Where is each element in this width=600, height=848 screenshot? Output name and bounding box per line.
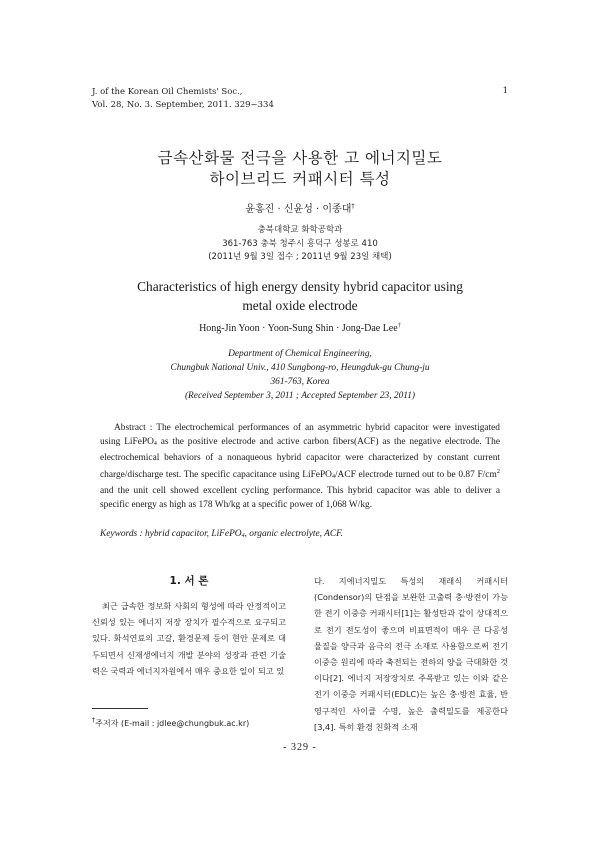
english-affiliation-line-3: 361-763, Korea xyxy=(270,377,330,387)
korean-affiliation xyxy=(0,224,600,265)
keywords xyxy=(100,529,500,539)
abstract-text-2: as the positive electrode and active carbon fibers(ACF) as the negative electrode. The electrochemical behaviors of a nonaqueous hybrid capacitor were characterized by constant current charge/discharge test. The specific capacitance using LiFePO xyxy=(100,437,500,480)
abstract-text-1: The electrochemical performances of an asymmetric hybrid capacitor were investigated using LiFePO xyxy=(100,423,500,447)
english-authors-text: Hong-Jin Yoon · Yoon-Sung Shin · Jong-Dae Lee xyxy=(199,323,398,334)
korean-author-mark: † xyxy=(351,202,355,210)
korean-title-line-1: 금속산화물 전극을 사용한 고 에너지밀도 xyxy=(157,149,443,167)
abstract-sub-2: 4 xyxy=(331,474,335,480)
korean-authors xyxy=(0,200,600,215)
body-left-column: 최근 급속한 정보화 사회의 형성에 따라 안정적이고 신뢰성 있는 에너지 저장 장치가 필수적으로 요구되고 있다. 화석연료의 고갈, 환경문제 등이 현안 문제로 대두되면서 신재생에너지 개발 분야의 성장과 관련 기술력은 국력과 에너지자원에서 매우 중요한 일이 되고 있 xyxy=(92,601,286,676)
abstract-text-3: /ACF electrode turned out to be 0.87 F/cm xyxy=(334,470,497,480)
english-authors xyxy=(0,322,600,334)
keywords-label: Keywords xyxy=(100,529,138,539)
abstract-separator: : xyxy=(145,423,157,433)
korean-title-line-2: 하이브리드 커패시터 특성 xyxy=(209,170,391,188)
journal-line-1: J. of the Korean Oil Chemists' Soc., xyxy=(92,87,243,97)
abstract-label: Abstract xyxy=(114,423,146,433)
footnote xyxy=(92,716,249,729)
footnote-mark: † xyxy=(92,716,96,724)
korean-title xyxy=(0,148,600,190)
english-affiliation xyxy=(0,347,600,403)
journal-line-2: Vol. 28, No. 3. September, 2011. 329~334 xyxy=(92,100,274,110)
page-number: 1 xyxy=(502,86,508,96)
footnote-divider xyxy=(92,708,148,709)
journal-header xyxy=(92,86,274,112)
english-title-line-2: metal oxide electrode xyxy=(242,298,358,313)
english-affiliation-line-4: (Received September 3, 2011 ; Accepted September 23, 2011) xyxy=(184,391,416,401)
abstract-sup-1: 2 xyxy=(496,468,500,475)
page-footer: - 329 - xyxy=(283,742,317,753)
keywords-text-2: , organic electrolyte, ACF. xyxy=(244,529,343,539)
korean-affiliation-line-1: 충북대학교 화학공학과 xyxy=(257,225,343,235)
section-heading: 1. 서 론 xyxy=(169,575,209,587)
body-right-column: 다. 지에너지밀도 특성의 재래식 커패시터(Condensor)의 단점을 보완한 고출력 충·방전이 가능한 전기 이중층 커패시터[1]는 활성탄과 같이 상대적으로 전기 전도성이 좋으며 비표면적이 매우 큰 다공성 물질을 양극과 음극의 전극 소재로 사용함으로써 전기 이중층 원리에 따라 축전되는 전하의 양을 극대화한 것이다[2]. 에너지 저장장치로 주목받고 있는 이와 같은 전기 이중층 커패시터(EDLC)는 높은 충·방전 효율, 반영구적인 사이클 수명, 높은 출력밀도를 제공한다[3,4]. 특히 환경 친화적 소재 xyxy=(314,576,508,732)
footnote-text: 주저자 (E-mail : jdlee@chungbuk.ac.kr) xyxy=(95,719,250,728)
english-affiliation-line-1: Department of Chemical Engineering, xyxy=(228,349,372,359)
korean-affiliation-line-2: 361-763 충북 청주시 흥덕구 성봉로 410 xyxy=(222,238,378,249)
abstract-sub-1: 4 xyxy=(153,441,157,447)
keywords-text-1: : hybrid capacitor, LiFePO xyxy=(137,529,242,539)
english-title xyxy=(0,277,600,315)
korean-authors-text: 윤홍진 · 신윤성 · 이종대 xyxy=(245,204,352,215)
keywords-sub: 4 xyxy=(241,533,245,539)
korean-affiliation-line-3: (2011년 9월 3일 접수 ; 2011년 9월 23일 채택) xyxy=(208,252,392,263)
english-author-mark: † xyxy=(397,322,401,329)
abstract-text-4: and the unit cell showed excellent cycling performance. This hybrid capacitor was able to deliver a specific energy as high as 178 Wh/kg at a specific power of 1,068 W/kg. xyxy=(100,486,500,510)
english-affiliation-line-2: Chungbuk National Univ., 410 Sungbong-ro, Heungduk-gu Chung-ju xyxy=(170,363,430,373)
abstract xyxy=(100,421,500,512)
english-title-line-1: Characteristics of high energy density hybrid capacitor using xyxy=(137,279,463,294)
